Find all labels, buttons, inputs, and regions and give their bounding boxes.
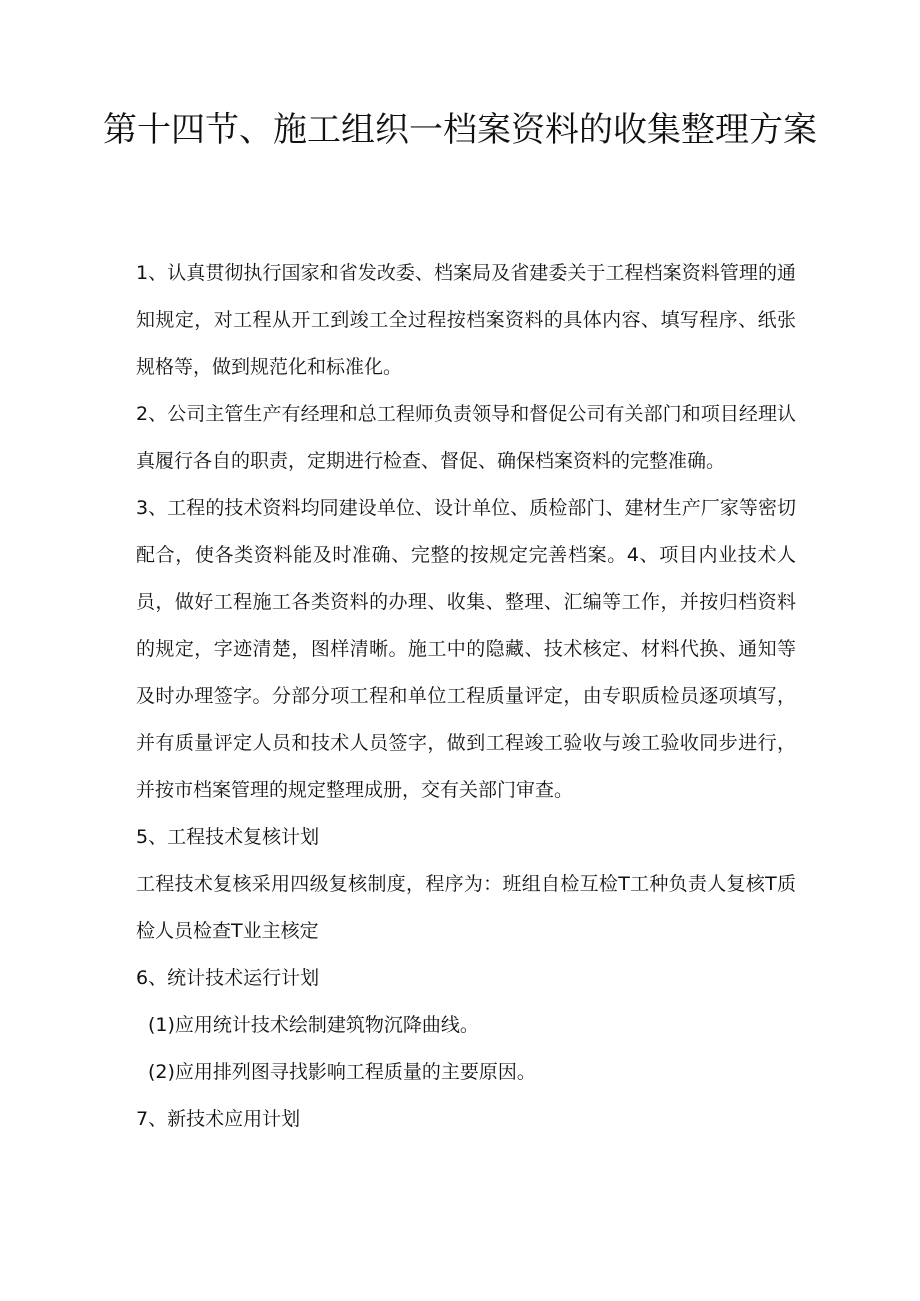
heading-7: 7、新技术应用计划 [136,1108,301,1130]
heading-5: 5、工程技术复核计划 [136,826,320,848]
paragraph-3-4: 3、工程的技术资料均同建设单位、设计单位、质检部门、建材生产厂家等密切配合，使各类资料能及时准确、完整的按规定完善档案。4、项目内业技术人员，做好工程施工各类资料的办理、收集、整理、汇编等工作，并按归档资料的规定，字迹清楚，图样清晰。施工中的隐藏、技术核定、材料代换、通知等及时办理签字。分部分项工程和单位工程质量评定，由专职质检员逐项填写，并有质量评定人员和技术人员签字，做到工程竣工验收与竣工验收同步进行，并按市档案管理的规定整理成册，交有关部门审查。 [136,497,796,801]
list-item-6-1: (1)应用统计技术绘制建筑物沉降曲线。 [148,1014,479,1036]
paragraph-1: 1、认真贯彻执行国家和省发改委、档案局及省建委关于工程档案资料管理的通知规定，对工程从开工到竣工全过程按档案资料的具体内容、填写程序、纸张规格等，做到规范化和标准化。 [136,262,796,378]
list-item-6-2: (2)应用排列图寻找影响工程质量的主要原因。 [148,1061,536,1083]
page-title: 第十四节、施工组织一档案资料的收集整理方案 [103,110,817,150]
paragraph-2: 2、公司主管生产有经理和总工程师负责领导和督促公司有关部门和项目经理认真履行各自的职责，定期进行检查、督促、确保档案资料的完整准确。 [136,403,796,472]
document-body [136,250,796,1143]
paragraph-5-body: 工程技术复核采用四级复核制度，程序为：班组自检互检T工种负责人复核T质检人员检查T业主核定 [136,873,796,942]
heading-6: 6、统计技术运行计划 [136,967,320,989]
